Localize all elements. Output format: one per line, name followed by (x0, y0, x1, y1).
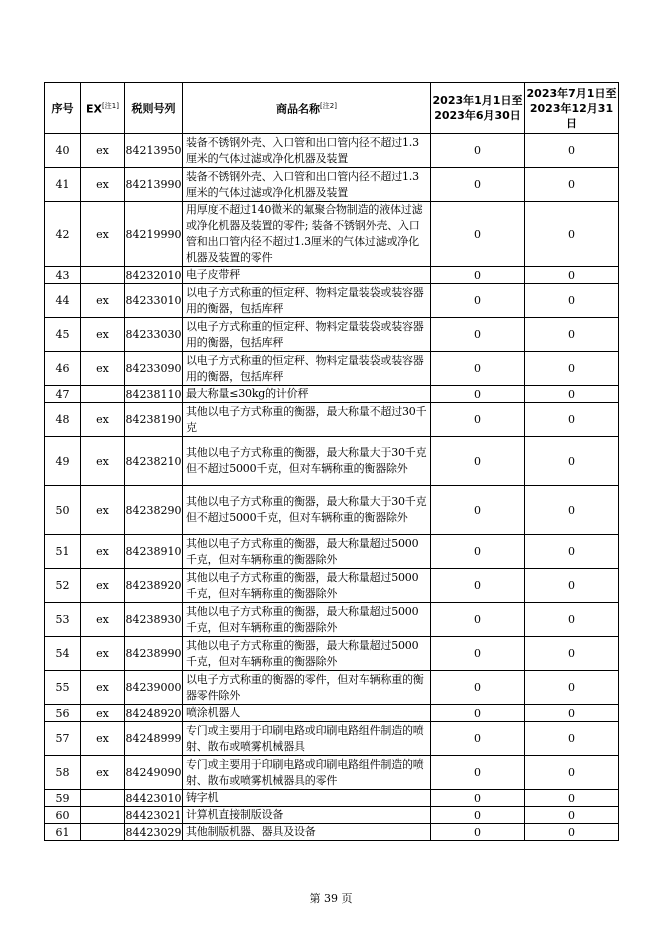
cell-rate-h2: 0 (525, 386, 619, 403)
cell-code: 84249090 (125, 756, 183, 790)
cell-rate-h2: 0 (525, 134, 619, 168)
cell-rate-h1: 0 (431, 603, 525, 637)
cell-code: 84238190 (125, 403, 183, 437)
cell-rate-h2: 0 (525, 202, 619, 267)
cell-code: 84238920 (125, 569, 183, 603)
cell-ex: ex (81, 705, 125, 722)
cell-code: 84213950 (125, 134, 183, 168)
cell-code: 84232010 (125, 268, 182, 282)
cell-rate-h1: 0 (431, 705, 525, 722)
cell-rate-h1: 0 (431, 352, 525, 386)
cell-seq: 57 (45, 722, 81, 756)
table-row (45, 284, 619, 318)
cell-rate-h2: 0 (525, 318, 619, 352)
cell-name: 其他以电子方式称重的衡器，最大称量超过5000千克，但对车辆称重的衡器除外 (183, 603, 431, 637)
cell-seq: 43 (45, 267, 81, 284)
table-row (45, 671, 619, 705)
cell-name: 其他制版机器、器具及设备 (183, 824, 431, 841)
table-row (45, 352, 619, 386)
cell-rate-h2: 0 (525, 403, 619, 437)
cell-name: 以电子方式称重的恒定秤、物料定量装袋或装容器用的衡器，包括库秤 (183, 284, 431, 318)
cell-code: 84238930 (125, 603, 183, 637)
cell-name: 喷涂机器人 (183, 705, 431, 722)
cell-rate-h1: 0 (431, 535, 525, 569)
cell-rate-h2: 0 (525, 569, 619, 603)
cell-rate-h2: 0 (525, 267, 619, 284)
cell-name: 其他以电子方式称重的衡器，最大称量超过5000千克，但对车辆称重的衡器除外 (183, 535, 431, 569)
table-row (45, 134, 619, 168)
cell-rate-h1: 0 (431, 437, 525, 486)
cell-name: 以电子方式称重的恒定秤、物料定量装袋或装容器用的衡器，包括库秤 (183, 352, 431, 386)
cell-rate-h2: 0 (525, 284, 619, 318)
cell-ex: ex (81, 603, 125, 637)
cell-name: 最大称量≤30kg的计价秤 (183, 386, 431, 403)
cell-rate-h1: 0 (431, 134, 525, 168)
cell-seq: 46 (45, 352, 81, 386)
cell-ex: ex (81, 437, 125, 486)
cell-code: 84423010 (125, 791, 182, 805)
cell-ex (81, 386, 125, 403)
cell-ex: ex (81, 202, 125, 267)
cell-rate-h2: 0 (525, 756, 619, 790)
cell-rate-h1: 0 (431, 807, 525, 824)
cell-ex: ex (81, 637, 125, 671)
cell-ex (81, 807, 125, 824)
cell-name: 计算机直接制版设备 (183, 807, 431, 824)
cell-rate-h2: 0 (525, 824, 619, 841)
cell-rate-h2: 0 (525, 790, 619, 807)
cell-ex: ex (81, 756, 125, 790)
cell-code: 84248920 (125, 706, 182, 720)
cell-seq: 42 (45, 202, 81, 267)
header-ex (81, 83, 125, 134)
cell-name: 铸字机 (183, 790, 431, 807)
header-period1: 2023年1月1日至2023年6月30日 (431, 83, 525, 134)
cell-rate-h2: 0 (525, 807, 619, 824)
cell-rate-h1: 0 (431, 386, 525, 403)
cell-name: 其他以电子方式称重的衡器，最大称量大于30千克但不超过5000千克，但对车辆称重的衡器除外 (183, 437, 431, 486)
cell-code: 84238910 (125, 535, 183, 569)
table-row (45, 486, 619, 535)
cell-name: 装备不锈钢外壳、入口管和出口管内径不超过1.3厘米的气体过滤或净化机器及装置 (183, 134, 431, 168)
table-row (45, 403, 619, 437)
header-period2: 2023年7月1日至2023年12月31日 (525, 83, 619, 134)
cell-ex: ex (81, 671, 125, 705)
cell-rate-h1: 0 (431, 569, 525, 603)
cell-ex: ex (81, 403, 125, 437)
cell-seq: 44 (45, 284, 81, 318)
cell-ex (81, 267, 125, 284)
cell-seq: 50 (45, 486, 81, 535)
cell-seq: 40 (45, 134, 81, 168)
cell-name: 专门或主要用于印刷电路或印刷电路组件制造的喷射、散布或喷雾机械器具 (183, 722, 431, 756)
cell-code: 84239000 (125, 671, 183, 705)
cell-code: 84238110 (125, 387, 182, 401)
cell-rate-h2: 0 (525, 535, 619, 569)
cell-seq: 54 (45, 637, 81, 671)
cell-rate-h2: 0 (525, 722, 619, 756)
cell-ex: ex (81, 535, 125, 569)
cell-rate-h2: 0 (525, 637, 619, 671)
cell-seq: 56 (45, 705, 81, 722)
cell-seq: 61 (45, 824, 81, 841)
cell-rate-h1: 0 (431, 318, 525, 352)
cell-ex (81, 824, 125, 841)
cell-name: 以电子方式称重的衡器的零件，但对车辆称重的衡器零件除外 (183, 671, 431, 705)
table-row (45, 569, 619, 603)
cell-ex: ex (81, 168, 125, 202)
cell-name: 其他以电子方式称重的衡器，最大称量超过5000千克，但对车辆称重的衡器除外 (183, 569, 431, 603)
table-row (45, 168, 619, 202)
header-code: 税则号列 (125, 83, 183, 134)
cell-name: 其他以电子方式称重的衡器，最大称量不超过30千克 (183, 403, 431, 437)
cell-rate-h1: 0 (431, 756, 525, 790)
table-row (45, 202, 619, 267)
cell-ex: ex (81, 318, 125, 352)
cell-code: 84238210 (125, 437, 183, 486)
cell-code: 84238290 (125, 486, 183, 535)
cell-code: 84213990 (125, 168, 183, 202)
cell-ex (81, 790, 125, 807)
cell-code: 84233090 (125, 352, 183, 386)
cell-rate-h1: 0 (431, 671, 525, 705)
table-row (45, 535, 619, 569)
table-row (45, 807, 619, 824)
cell-rate-h1: 0 (431, 403, 525, 437)
cell-ex: ex (81, 722, 125, 756)
cell-rate-h2: 0 (525, 168, 619, 202)
table-row (45, 705, 619, 722)
cell-name: 电子皮带秤 (183, 267, 431, 284)
cell-rate-h1: 0 (431, 168, 525, 202)
cell-seq: 48 (45, 403, 81, 437)
cell-rate-h2: 0 (525, 486, 619, 535)
table-row (45, 267, 619, 284)
table-row (45, 386, 619, 403)
cell-seq: 58 (45, 756, 81, 790)
cell-rate-h1: 0 (431, 637, 525, 671)
table-row (45, 603, 619, 637)
header-name-note: [注2] (320, 102, 337, 111)
cell-rate-h1: 0 (431, 790, 525, 807)
cell-code: 84238990 (125, 637, 183, 671)
header-seq: 序号 (45, 83, 81, 134)
cell-code: 84248999 (125, 722, 183, 756)
tariff-table (44, 82, 619, 841)
cell-seq: 53 (45, 603, 81, 637)
header-name-label: 商品名称 (276, 102, 321, 116)
cell-rate-h2: 0 (525, 352, 619, 386)
cell-name: 其他以电子方式称重的衡器，最大称量大于30千克但不超过5000千克，但对车辆称重的衡器除外 (183, 486, 431, 535)
cell-rate-h1: 0 (431, 486, 525, 535)
cell-rate-h1: 0 (431, 284, 525, 318)
page-number: 第 39 页 (309, 892, 353, 905)
cell-rate-h2: 0 (525, 671, 619, 705)
cell-seq: 51 (45, 535, 81, 569)
table-row (45, 637, 619, 671)
cell-rate-h1: 0 (431, 722, 525, 756)
cell-ex: ex (81, 284, 125, 318)
cell-seq: 59 (45, 790, 81, 807)
table-row (45, 437, 619, 486)
cell-ex: ex (81, 569, 125, 603)
cell-name: 以电子方式称重的恒定秤、物料定量装袋或装容器用的衡器，包括库秤 (183, 318, 431, 352)
cell-rate-h2: 0 (525, 437, 619, 486)
cell-rate-h1: 0 (431, 267, 525, 284)
table-row (45, 756, 619, 790)
cell-name: 装备不锈钢外壳、入口管和出口管内径不超过1.3厘米的气体过滤或净化机器及装置 (183, 168, 431, 202)
cell-code: 84423029 (125, 825, 182, 839)
cell-rate-h1: 0 (431, 824, 525, 841)
table-row (45, 824, 619, 841)
cell-seq: 60 (45, 807, 81, 824)
cell-seq: 55 (45, 671, 81, 705)
table-row (45, 722, 619, 756)
cell-code: 84423021 (125, 808, 182, 822)
cell-name: 专门或主要用于印刷电路或印刷电路组件制造的喷射、散布或喷雾机械器具的零件 (183, 756, 431, 790)
cell-ex: ex (81, 134, 125, 168)
cell-code: 84233010 (125, 284, 183, 318)
cell-ex: ex (81, 486, 125, 535)
cell-ex: ex (81, 352, 125, 386)
table-row (45, 790, 619, 807)
cell-seq: 49 (45, 437, 81, 486)
header-row (45, 83, 619, 134)
cell-name: 其他以电子方式称重的衡器，最大称量超过5000千克，但对车辆称重的衡器除外 (183, 637, 431, 671)
cell-seq: 41 (45, 168, 81, 202)
table-row (45, 318, 619, 352)
cell-code: 84233030 (125, 318, 183, 352)
cell-code: 84219990 (125, 202, 183, 267)
cell-rate-h2: 0 (525, 603, 619, 637)
cell-seq: 45 (45, 318, 81, 352)
header-name (183, 83, 431, 134)
cell-name: 用厚度不超过140微米的氟聚合物制造的液体过滤或净化机器及装置的零件; 装备不锈钢外壳、入口管和出口管内径不超过1.3厘米的气体过滤或净化机器及装置的零件 (183, 202, 431, 267)
cell-rate-h1: 0 (431, 202, 525, 267)
cell-seq: 52 (45, 569, 81, 603)
cell-seq: 47 (45, 386, 81, 403)
cell-rate-h2: 0 (525, 705, 619, 722)
header-ex-note: [注1] (102, 102, 119, 111)
header-ex-label: EX (86, 102, 103, 116)
